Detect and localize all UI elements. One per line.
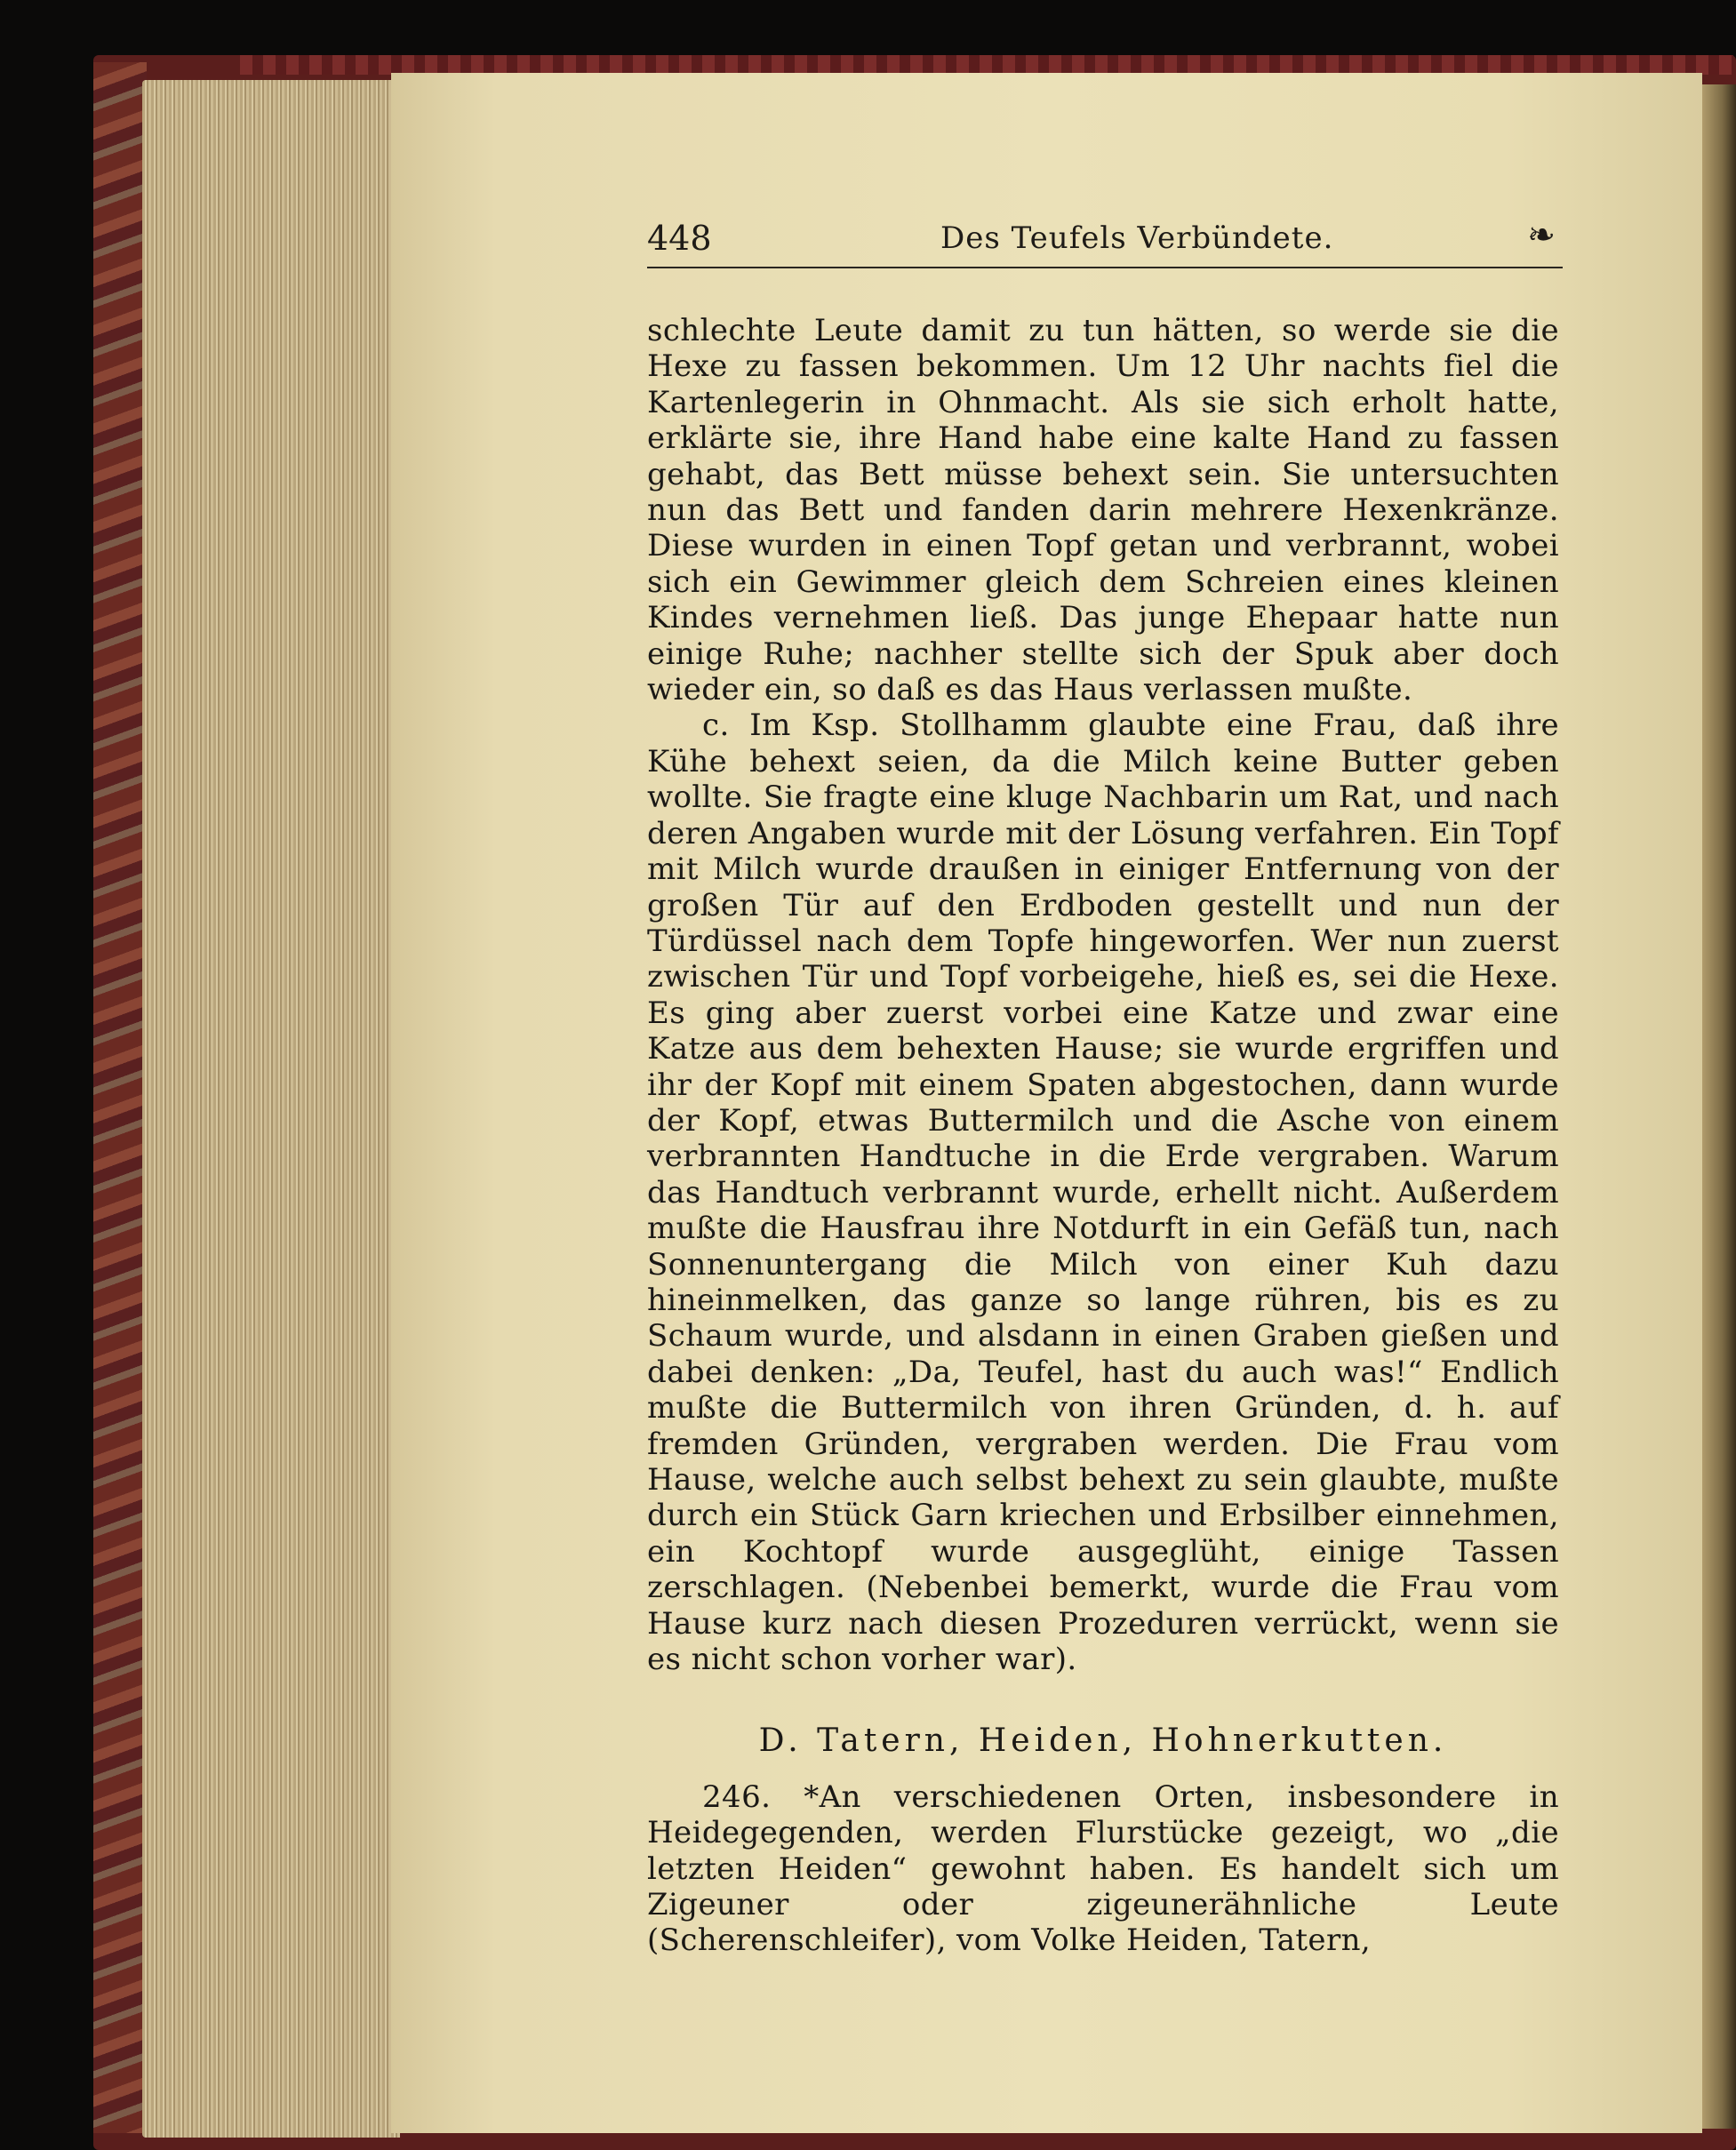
paragraph-246: 246. *An verschiedenen Orten, insbesondere in Heidegegenden, werden Flurstücke gezeigt, wo „die letzten Heiden“ gewohnt haben. Es handelt sich um Zigeuner oder zigeunerähnliche Leute (Scherenschleifer), vom Volke Heiden, Tatern,: [647, 1778, 1559, 1959]
page-text: [647, 313, 1559, 1959]
section-heading: D. Tatern, Heiden, Hohnerkutten.: [758, 1722, 1448, 1760]
page-gutter: [1702, 84, 1736, 2129]
paragraph-c: c. Im Ksp. Stollhamm glaubte eine Frau, daß ihre Kühe behext seien, da die Milch keine Butter geben wollte. Sie fragte eine kluge Nachbarin um Rat, und nach deren Angaben wurde mit der Lösung verfahren. Ein Topf mit Milch wurde draußen in einiger Entfernung von der großen Tür auf den Erdboden gestellt und nun der Türdüssel nach dem Topfe hingeworfen. Wer nun zuerst zwischen Tür und Topf vorbeigehe, hieß es, sei die Hexe. Es ging aber zuerst vorbei eine Katze und zwar eine Katze aus dem behexten Hause; sie wurde ergriffen und ihr der Kopf mit einem Spaten abgestochen, dann wurde der Kopf, etwas Buttermilch und die Asche von einem verbrannten Handtuche in die Erde vergraben. Warum das Handtuch verbrannt wurde, erhellt nicht. Außerdem mußte die Hausfrau ihre Notdurft in ein Gefäß tun, nach Sonnenuntergang die Milch von einer Kuh dazu hineinmelken, das ganze so lange rühren, bis es zu Schaum wurde, und alsdann in einen Graben gießen und dabei denken: „Da, Teufel, hast du auch was!“ Endlich mußte die Buttermilch von ihren Gründen, d. h. auf fremden Gründen, vergraben werden. Die Frau vom Hause, welche auch selbst behext zu sein glaubte, mußte durch ein Stück Garn kriechen und Erbsilber einnehmen, ein Kochtopf wurde ausgeglüht, einige Tassen zerschlagen. (Nebenbei bemerkt, wurde die Frau vom Hause kurz nach diesen Prozeduren verrückt, wenn sie es nicht schon vorher war).: [647, 707, 1559, 1678]
running-header: [647, 212, 1563, 268]
page-number: 448: [647, 219, 712, 258]
ornament-icon: ❧: [1527, 215, 1556, 254]
paragraph-continuation: schlechte Leute damit zu tun hätten, so werde sie die Hexe zu fassen bekommen. Um 12 Uhr nachts fiel die Kartenlegerin in Ohnmacht. Als sie sich erholt hatte, erklärte sie, ihre Hand habe eine kalte Hand zu fassen gehabt, das Bett müsse behext sein. Sie untersuchten nun das Bett und fanden darin mehrere Hexenkränze. Diese wurden in einen Topf getan und verbrannt, wobei sich ein Gewimmer gleich dem Schreien eines kleinen Kindes vernehmen ließ. Das junge Ehepaar hatte nun einige Ruhe; nachher stellte sich der Spuk aber doch wieder ein, so daß es das Haus verlassen mußte.: [647, 313, 1559, 708]
running-title: Des Teufels Verbündete.: [940, 220, 1334, 256]
marbled-cover-top: [240, 55, 1733, 75]
marbled-cover-left: [93, 62, 147, 2133]
page-stack-edges: [142, 80, 400, 2138]
